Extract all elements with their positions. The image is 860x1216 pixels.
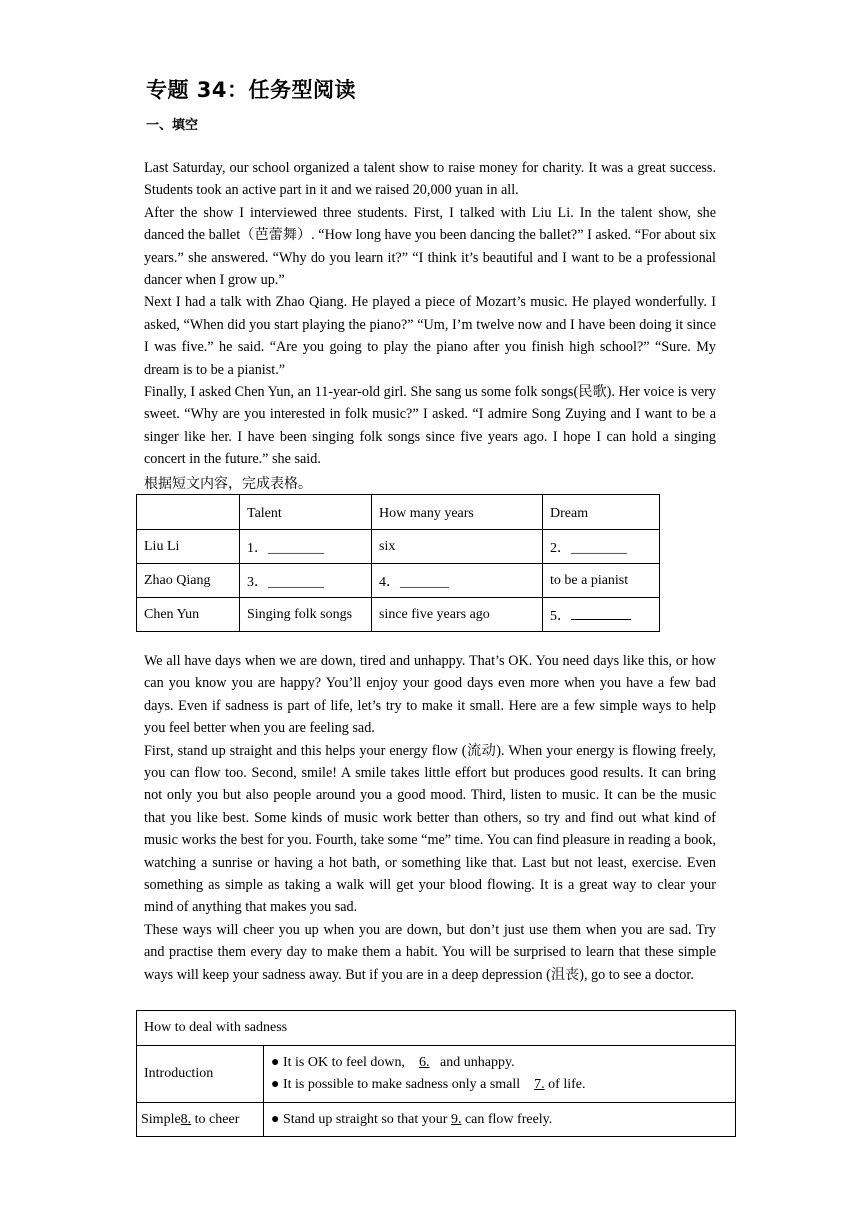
answer-blank[interactable]: 1．________ [240, 530, 372, 564]
section-heading: 一、填空 [146, 118, 199, 133]
bullet-line [271, 1052, 728, 1074]
reading-passage-1 [144, 157, 716, 471]
text: and unhappy. [440, 1055, 515, 1070]
text: ● It is possible to make sadness only a small [271, 1077, 521, 1092]
table-cell [137, 495, 240, 530]
blank-line [571, 607, 631, 620]
table-cell: Talent [240, 495, 372, 530]
paragraph: These ways will cheer you up when you are down, but don’t just use them when you are sad. Try and practise them every day to make them a habit. You will be surprised to learn that these simple ways will keep your sadness away. But if you are in a deep depression (沮丧), go to see a doctor. [144, 921, 716, 983]
table-cell: Introduction [137, 1046, 264, 1103]
table-cell: Chen Yun [137, 598, 240, 632]
table-cell [137, 1103, 264, 1137]
text: can flow freely. [464, 1111, 553, 1127]
text: ● It is OK to feel down, [271, 1055, 406, 1070]
paragraph: Last Saturday, our school organized a talent show to raise money for charity. It was a great success. Students took an active part in it and we raised 20,000 yuan in all. [144, 160, 716, 199]
answer-blank[interactable]: 6. [419, 1055, 430, 1070]
instruction-text: 根据短文内容，完成表格。 [144, 476, 312, 492]
answer-blank[interactable]: 2．________ [543, 530, 660, 564]
table-header-row [137, 1011, 736, 1046]
table-cell [264, 1046, 736, 1103]
table-row [137, 1046, 736, 1103]
table-cell: Dream [543, 495, 660, 530]
answer-table-1 [136, 494, 660, 632]
paragraph: After the show I interviewed three students. First, I talked with Liu Li. In the talent show, she danced the ballet（芭蕾舞）. “How long have you been dancing the ballet?” I asked. “For about six years.” she answered. “Why do you learn it?” “I think it’s beautiful and I want to be a professional dancer when I grow up.” [144, 204, 716, 289]
table-row [137, 564, 660, 598]
table-cell: Zhao Qiang [137, 564, 240, 598]
table-cell: Liu Li [137, 530, 240, 564]
paragraph: Next I had a talk with Zhao Qiang. He played a piece of Mozart’s music. He played wonderfully. I asked, “When did you start playing the piano?” “Um, I’m twelve now and I have been doing it since I was five.” he said. “Are you going to play the piano after you finish high school?” “Sure. My dream is to be a pianist.” [144, 294, 716, 378]
blank-number: 5． [550, 608, 571, 624]
table-cell: to be a pianist [543, 564, 660, 598]
text: ● Stand up straight so that your [271, 1111, 448, 1127]
text: Simple [141, 1111, 181, 1127]
text: of life. [548, 1077, 586, 1092]
paragraph: Finally, I asked Chen Yun, an 11-year-old girl. She sang us some folk songs(民歌). Her voice is very sweet. “Why are you interested in folk music?” I asked. “I admire Song Zuying and I want to be a singer like her. I have been singing folk songs since five years ago. I hope I can hold a singing concert in the future.” she said. [144, 384, 716, 468]
table-row [137, 530, 660, 564]
answer-blank[interactable]: 3．________ [240, 564, 372, 598]
reading-passage-2 [144, 650, 716, 986]
table-cell: six [372, 530, 543, 564]
table-cell: How many years [372, 495, 543, 530]
table-header-row [137, 495, 660, 530]
page-title: 专题 34：任务型阅读 [146, 78, 357, 102]
paragraph: We all have days when we are down, tired and unhappy. That’s OK. You need days like this, or how can you know you are happy? You’ll enjoy your good days even more when you have a few bad days. Even if sadness is part of life, let’s try to make it small. Here are a few simple ways to help you feel better when you are feeling sad. [144, 653, 716, 737]
answer-blank[interactable]: 9. [450, 1111, 462, 1127]
table-header: How to deal with sadness [137, 1011, 736, 1046]
answer-blank[interactable]: 8. [180, 1111, 192, 1127]
answer-blank[interactable] [543, 598, 660, 632]
answer-blank[interactable]: 7. [534, 1077, 545, 1092]
bullet-line [271, 1074, 728, 1096]
paragraph: First, stand up straight and this helps your energy flow (流动). When your energy is flowing freely, you can flow too. Second, smile! A smile takes little effort but produces good results. It can bring not only you but also people around you a good mood. Third, listen to music. It can be the music that you like best. Some kinds of music work better than others, so try and find out what kind of music works the best for you. Fourth, take some “me” time. You can find pleasure in reading a book, watching a sunrise or having a hot bath, or something like that. Last but not least, exercise. Even something as simple as taking a walk will get your blood flowing. It is a great way to clear your mind of anything that makes you sad. [144, 742, 716, 916]
table-row [137, 1103, 736, 1137]
answer-blank[interactable]: 4．_______ [372, 564, 543, 598]
table-cell: Singing folk songs [240, 598, 372, 632]
text: to cheer [194, 1111, 240, 1127]
table-cell: since five years ago [372, 598, 543, 632]
table-cell [264, 1103, 736, 1137]
table-row [137, 598, 660, 632]
answer-table-2 [136, 1010, 736, 1137]
